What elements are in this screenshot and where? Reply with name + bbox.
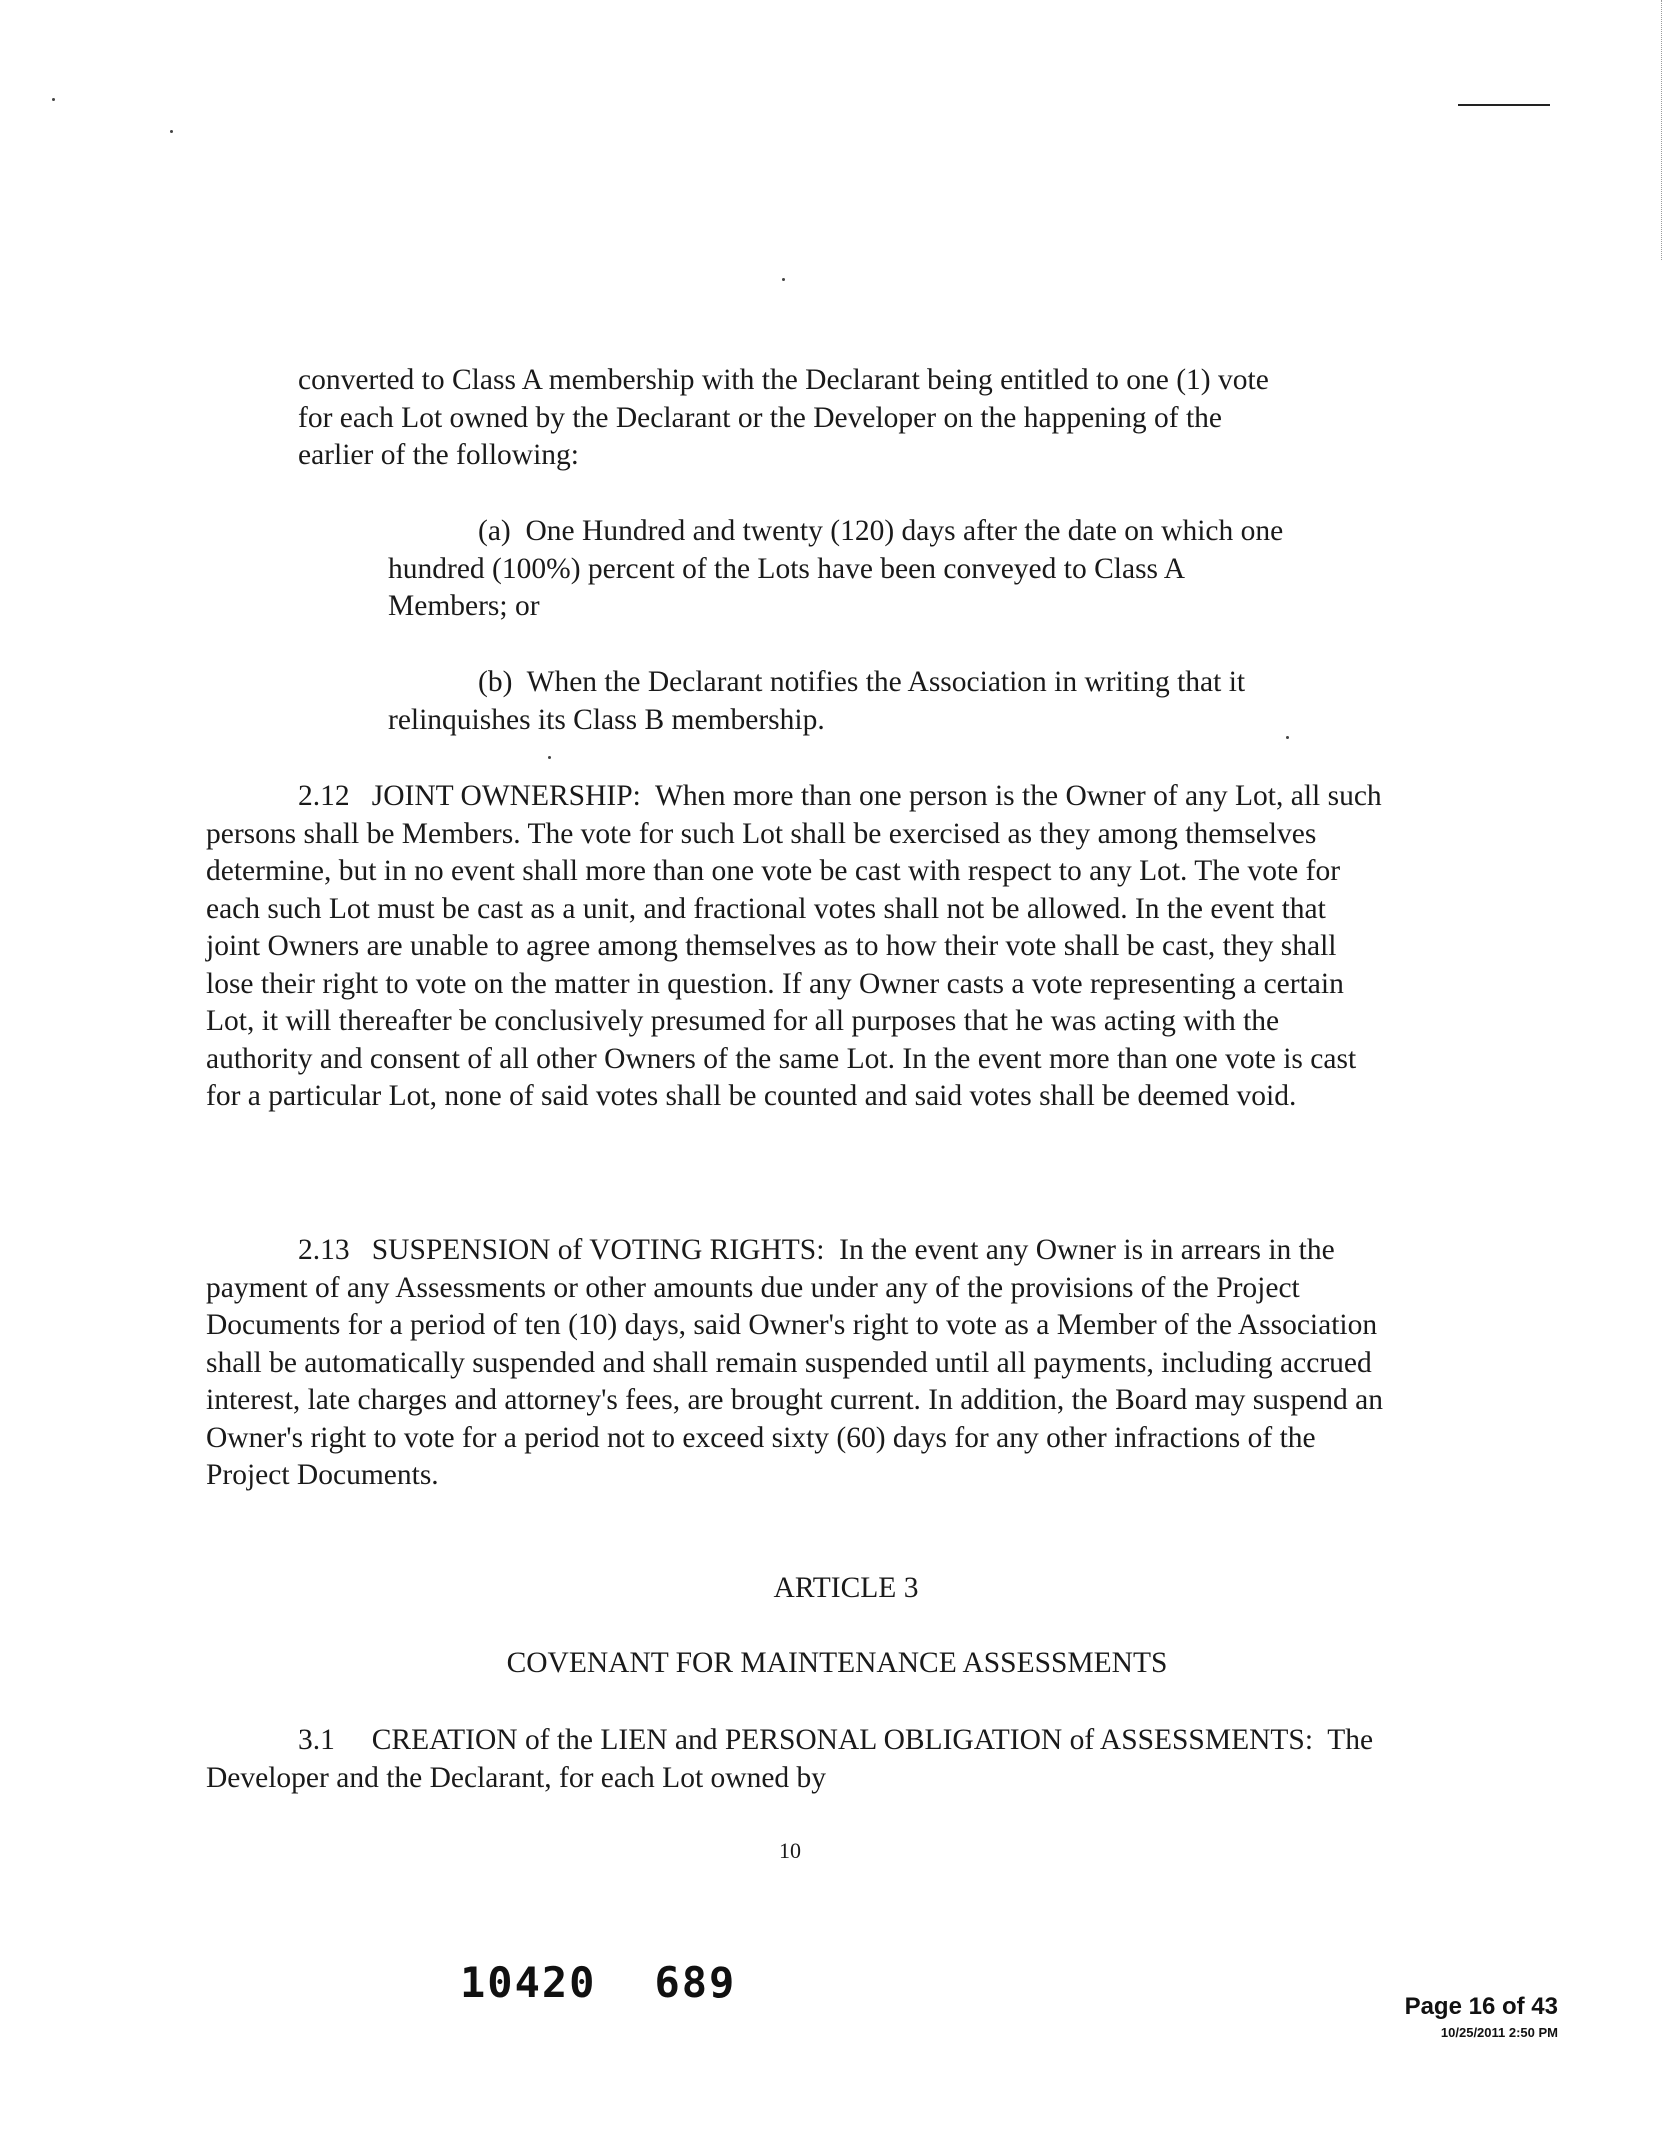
- footer-timestamp: 10/25/2011 2:50 PM: [1440, 2025, 1558, 2040]
- section-heading: SUSPENSION of VOTING RIGHTS:: [371, 1234, 825, 1266]
- scan-speck: [782, 278, 785, 281]
- section-2-13: [206, 1232, 1386, 1495]
- section-heading: CREATION of the LIEN and PERSONAL OBLIGATION of ASSESSMENTS:: [371, 1724, 1314, 1756]
- scan-speck: [170, 130, 173, 133]
- sub-item-text: When the Declarant notifies the Association in writing that it relinquishes its Class B membership.: [388, 666, 1246, 736]
- recording-book: 10420: [460, 1958, 597, 2007]
- scan-speck: [52, 98, 55, 101]
- section-3-1: [206, 1722, 1386, 1797]
- sub-item-label: (b): [478, 666, 513, 698]
- article-subtitle: COVENANT FOR MAINTENANCE ASSESSMENTS: [506, 1647, 1168, 1679]
- recording-page: 689: [654, 1958, 737, 2007]
- section-text: When more than one person is the Owner of any Lot, all such persons shall be Members. The vote for such Lot shall be exercised as they among themselves determine, but in no event shall more than one vote be cast with respect to any Lot. The vote for each such Lot must be cast as a unit, and fractional votes shall not be allowed. In the event that joint Owners are unable to agree among themselves as to how their vote shall be cast, they shall lose their right to vote on the matter in question. If any Owner casts a vote representing a certain Lot, it will thereafter be conclusively presumed for all purposes that he was acting with the authority and consent of all other Owners of the same Lot. In the event more than one vote is cast for a particular Lot, none of said votes shall be counted and said votes shall be deemed void.: [206, 780, 1382, 1112]
- top-rule-mark: [1458, 104, 1550, 106]
- section-number: 2.13: [298, 1234, 350, 1266]
- article-title: ARTICLE 3: [773, 1572, 919, 1604]
- section-2-12: [206, 778, 1386, 1116]
- sub-item-text: One Hundred and twenty (120) days after the date on which one hundred (100%) percent of the Lots have been conveyed to Class A Members; or: [388, 515, 1284, 622]
- page-count: Page 16 of 43: [1404, 1993, 1558, 2020]
- section-number: 2.12: [298, 780, 350, 812]
- sub-item-a: [388, 513, 1288, 626]
- sub-item-b: [388, 664, 1288, 739]
- section-number: 3.1: [298, 1724, 335, 1756]
- scan-speck: [548, 756, 551, 759]
- section-text: The Developer and the Declarant, for each Lot owned by: [206, 1724, 1374, 1794]
- section-heading: JOINT OWNERSHIP:: [371, 780, 641, 812]
- page-footer: [1405, 1993, 1558, 2040]
- sub-item-label: (a): [478, 515, 511, 547]
- section-text: In the event any Owner is in arrears in the payment of any Assessments or other amounts due under any of the provisions of the Project Documents for a period of ten (10) days, said Owner's right to vote as a Member of the Association shall be automatically suspended and shall remain suspended until all payments, including accrued interest, late charges and attorney's fees, are brought current. In addition, the Board may suspend an Owner's right to vote for a period not to exceed sixty (60) days for any other infractions of the Project Documents.: [206, 1234, 1384, 1491]
- page-number: 10: [779, 1838, 801, 1863]
- intro-paragraph: converted to Class A membership with the Declarant being entitled to one (1) vote for each Lot owned by the Declarant or the Developer on the happening of the earlier of the following:: [298, 364, 1269, 471]
- recording-stamp: [460, 1958, 736, 2007]
